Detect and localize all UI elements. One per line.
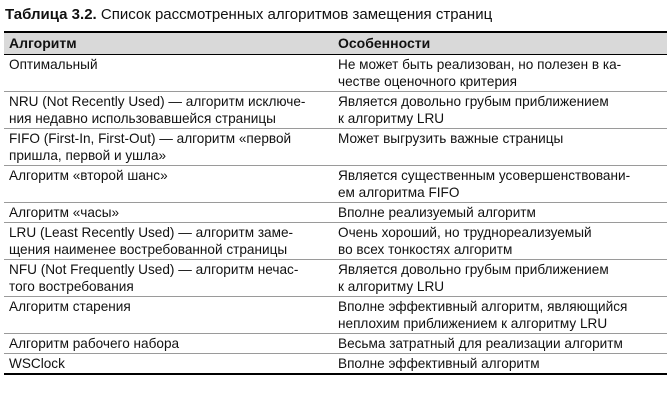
table-row bbox=[4, 55, 667, 92]
header-row bbox=[4, 32, 667, 55]
cell-features bbox=[333, 223, 667, 260]
table-number: Таблица 3.2. bbox=[5, 6, 97, 23]
cell-algorithm bbox=[4, 203, 333, 223]
cell-algorithm bbox=[4, 92, 333, 129]
cell-features bbox=[333, 334, 667, 354]
cell-algorithm-text: Алгоритм рабочего набора bbox=[9, 336, 180, 351]
header-algorithm: Алгоритм bbox=[4, 32, 333, 55]
cell-features-text: Вполне эффективный алгоритм, являющийся неплохим приближением к алгоритму LRU bbox=[338, 299, 628, 331]
cell-features bbox=[333, 129, 667, 166]
table-caption bbox=[5, 5, 667, 25]
cell-features-text: Вполне эффективный алгоритм bbox=[338, 356, 540, 371]
table-row bbox=[4, 223, 667, 260]
cell-algorithm-text: LRU (Least Recently Used) — алгоритм заме- щения наименее востребованной страницы bbox=[9, 225, 294, 257]
cell-features-text: Весьма затратный для реализации алгоритм bbox=[338, 336, 623, 351]
cell-algorithm bbox=[4, 334, 333, 354]
algorithms-table bbox=[4, 31, 667, 375]
cell-algorithm bbox=[4, 129, 333, 166]
cell-algorithm bbox=[4, 297, 333, 334]
cell-features-text: Может выгрузить важные страницы bbox=[338, 131, 564, 146]
cell-algorithm-text: Алгоритм старения bbox=[9, 299, 131, 314]
table-header bbox=[4, 32, 667, 55]
cell-algorithm bbox=[4, 166, 333, 203]
table-title: Список рассмотренных алгоритмов замещения страниц bbox=[100, 6, 493, 23]
cell-features bbox=[333, 92, 667, 129]
cell-algorithm-text: Алгоритм «второй шанс» bbox=[9, 168, 168, 183]
table-row bbox=[4, 297, 667, 334]
cell-features-text: Вполне реализуемый алгоритм bbox=[338, 205, 536, 220]
table-row bbox=[4, 334, 667, 354]
cell-features bbox=[333, 55, 667, 92]
cell-algorithm bbox=[4, 55, 333, 92]
table-row bbox=[4, 203, 667, 223]
table-row bbox=[4, 129, 667, 166]
table-row bbox=[4, 260, 667, 297]
cell-features bbox=[333, 166, 667, 203]
cell-features-text: Является довольно грубым приближением к алгоритму LRU bbox=[338, 262, 609, 294]
cell-algorithm-text: Алгоритм «часы» bbox=[9, 205, 120, 220]
cell-algorithm-text: WSClock bbox=[9, 356, 65, 371]
cell-algorithm-text: FIFO (First-In, First-Out) — алгоритм «первой пришла, первой и ушла» bbox=[9, 131, 292, 163]
table-row bbox=[4, 92, 667, 129]
header-features: Особенности bbox=[333, 32, 667, 55]
cell-algorithm-text: NFU (Not Frequently Used) — алгоритм нечас- того востребования bbox=[9, 262, 299, 294]
cell-features-text: Является существенным усовершенствовани- ем алгоритма FIFO bbox=[338, 168, 631, 200]
cell-features bbox=[333, 203, 667, 223]
cell-algorithm bbox=[4, 223, 333, 260]
cell-algorithm bbox=[4, 354, 333, 375]
table-body bbox=[4, 55, 667, 375]
cell-algorithm bbox=[4, 260, 333, 297]
cell-features-text: Является довольно грубым приближением к алгоритму LRU bbox=[338, 94, 609, 126]
cell-algorithm-text: NRU (Not Recently Used) — алгоритм исключе- ния недавно использовавшейся страницы bbox=[9, 94, 306, 126]
cell-features bbox=[333, 260, 667, 297]
cell-features bbox=[333, 297, 667, 334]
cell-features-text: Не может быть реализован, но полезен в ка- честве оценочного критерия bbox=[338, 57, 622, 89]
table-row bbox=[4, 166, 667, 203]
table-row bbox=[4, 354, 667, 375]
cell-features-text: Очень хороший, но труднореализуемый во всех тонкостях алгоритм bbox=[338, 225, 592, 257]
cell-features bbox=[333, 354, 667, 375]
cell-algorithm-text: Оптимальный bbox=[9, 57, 98, 72]
